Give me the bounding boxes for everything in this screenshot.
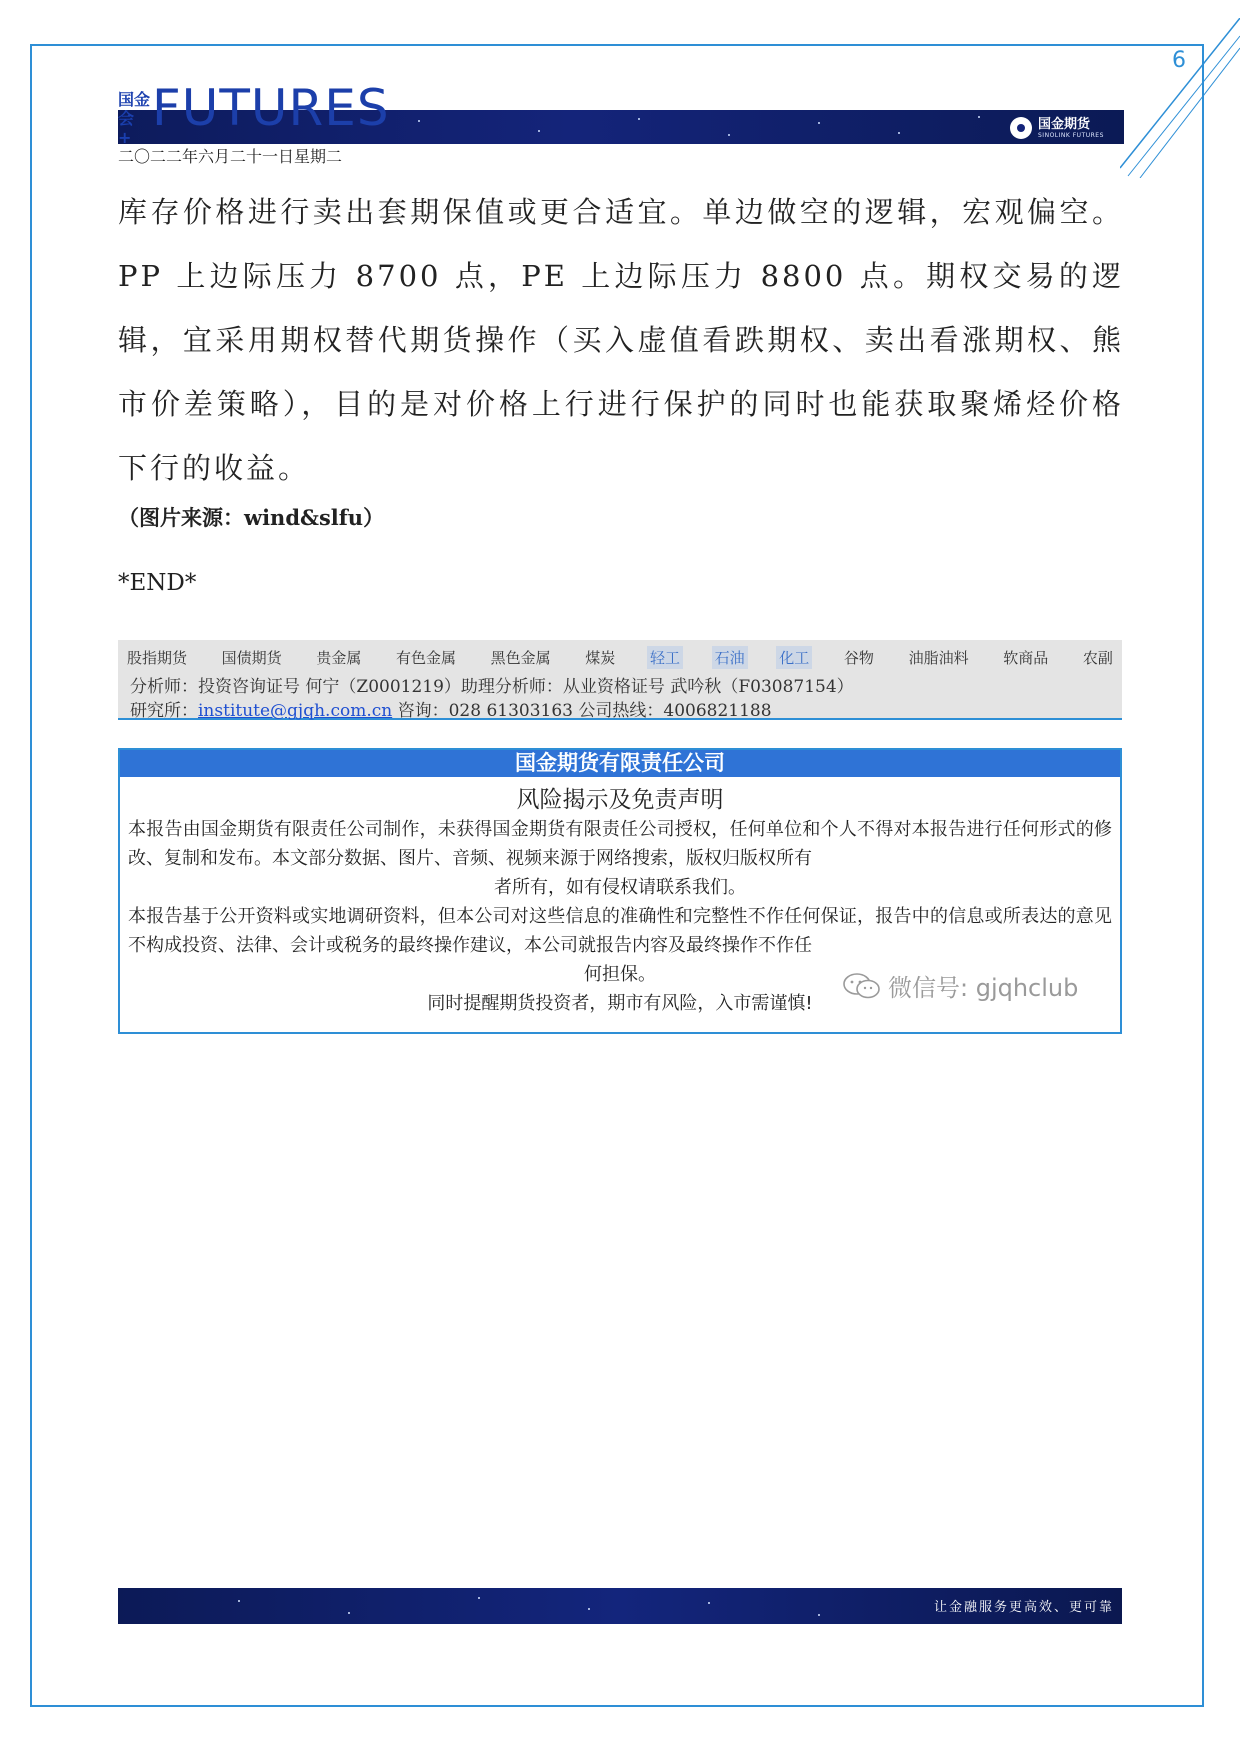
disclaimer-reminder: 同时提醒期货投资者，期市有风险，入市需谨慎! [427, 993, 813, 1014]
end-mark: *END* [118, 570, 197, 596]
brand-name-en: SINOLINK FUTURES [1038, 131, 1104, 139]
category-item[interactable]: 农副 [1082, 649, 1113, 667]
category-item-highlighted[interactable]: 石油 [712, 646, 748, 669]
brand-mark-icon [1010, 117, 1032, 139]
disclaimer-p1-tail: 者所有，如有侵权请联系我们。 [494, 877, 746, 898]
brand-name-cn: 国金期货 [1038, 116, 1091, 132]
disclaimer-p1-main: 本报告由国金期货有限责任公司制作，未获得国金期货有限责任公司授权，任何单位和个人不得对本报告进行任何形式的修改、复制和发布。本文部分数据、图片、音频、视频来源于网络搜索，版权归版权所有 [128, 819, 1112, 869]
logo-cn [118, 90, 152, 147]
disclaimer-title: 风险揭示及免责声明 [516, 787, 724, 813]
disclaimer-p2-tail: 何担保。 [584, 964, 656, 985]
body-paragraph: 库存价格进行卖出套期保值或更合适宜。单边做空的逻辑，宏观偏空。PP 上边际压力 8700 点，PE 上边际压力 8800 点。期权交易的逻辑，宜采用期权替代期货操作（买入虚值看跌期权、卖出看涨期权、熊市价差策略），目的是对价格上行进行保护的同时也能获取聚烯烃价格下行的收益。 [118, 195, 1124, 485]
category-item[interactable]: 国债期货 [221, 649, 282, 667]
contact-text: 咨询：028 61303163 公司热线：4006821188 [392, 701, 772, 721]
category-item[interactable]: 软商品 [1003, 649, 1049, 667]
wechat-id: 微信号: gjqhclub [888, 974, 1079, 1002]
wechat-watermark [842, 968, 1078, 1003]
disclaimer-company: 国金期货有限责任公司 [120, 750, 1120, 777]
disclaimer-paragraph-1 [120, 815, 1120, 902]
institute-label: 研究所： [130, 701, 198, 721]
category-item[interactable]: 黑色金属 [490, 649, 551, 667]
category-item[interactable]: 股指期货 [127, 649, 188, 667]
institute-email-link[interactable]: institute@gjqh.com.cn [198, 701, 393, 721]
brand-logo [1010, 114, 1104, 142]
page-number: 6 [1172, 48, 1186, 73]
report-date: 二〇二二年六月二十一日星期二 [118, 147, 343, 166]
category-item[interactable]: 谷物 [843, 649, 874, 667]
category-item-highlighted[interactable]: 轻工 [647, 646, 683, 669]
logo-cn-text: 国金会 [118, 90, 151, 128]
analyst-info-strip [118, 640, 1122, 720]
footer-banner [118, 1588, 1122, 1624]
category-item[interactable]: 有色金属 [395, 649, 456, 667]
category-item[interactable]: 油脂油料 [908, 649, 969, 667]
corner-decoration [1120, 18, 1240, 178]
logo-futures: FUTURES [152, 79, 390, 137]
logo-plus: + [118, 128, 132, 147]
footer-slogan: 让金融服务更高效、更可靠 [933, 1600, 1114, 1615]
category-item[interactable]: 煤炭 [585, 649, 616, 667]
image-source-caption: （图片来源：wind&slfu） [118, 505, 385, 530]
institute-line [130, 696, 772, 721]
category-row [124, 646, 1116, 669]
category-item[interactable]: 贵金属 [316, 649, 362, 667]
category-item-highlighted[interactable]: 化工 [776, 646, 812, 669]
disclaimer-p2-main: 本报告基于公开资料或实地调研资料，但本公司对这些信息的准确性和完整性不作任何保证，报告中的信息或所表达的意见不构成投资、法律、会计或税务的最终操作建议，本公司就报告内容及最终操作不作任 [128, 906, 1112, 956]
wechat-icon [842, 972, 882, 1000]
analyst-line: 分析师：投资咨询证号 何宁（Z0001219）助理分析师：从业资格证号 武吟秋（F03087154） [130, 677, 854, 697]
